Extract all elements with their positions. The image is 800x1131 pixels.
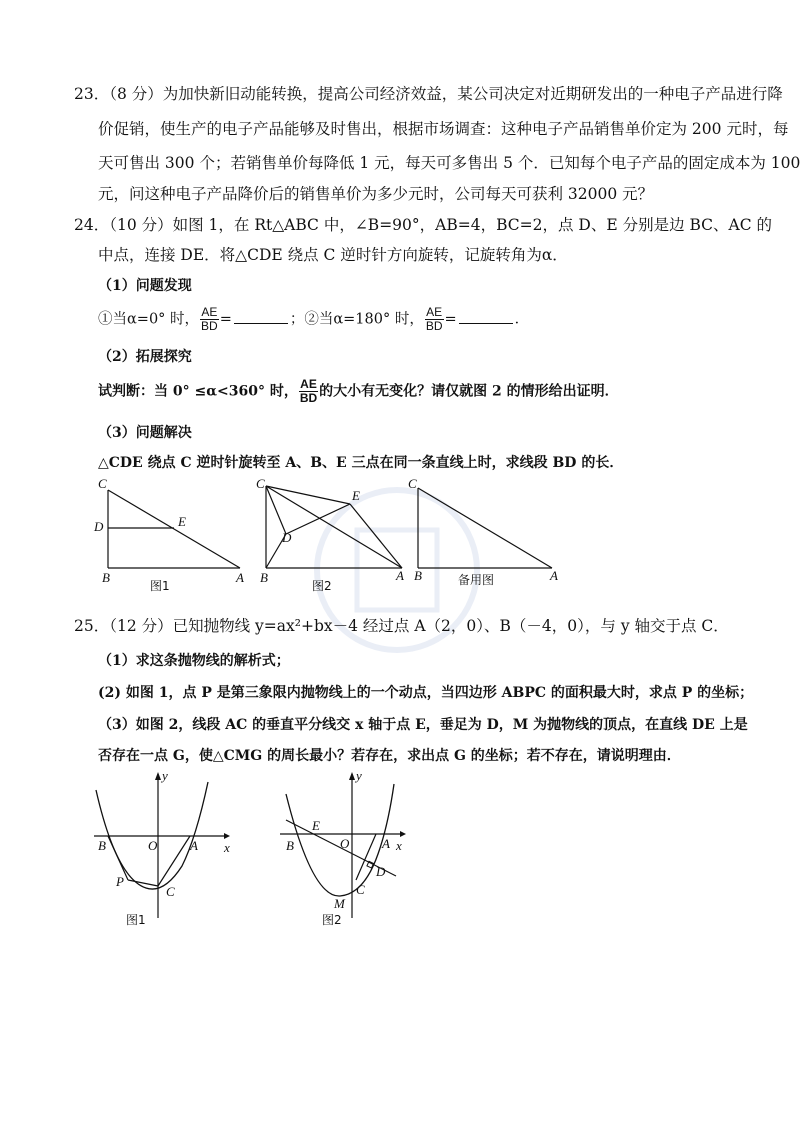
q25-part3-line-1: （3）如图 2，线段 AC 的垂直平分线交 x 轴于点 E，垂足为 D，M 为抛物线的顶点，在直线 DE 上是 [98, 717, 748, 733]
q24-part2-title: （2）拓展探究 [98, 349, 192, 365]
figure-1-caption-q25: 图1 [126, 913, 146, 927]
q24-part3-text: △CDE 绕点 C 逆时针旋转至 A、B、E 三点在同一条直线上时，求线段 BD 的长． [98, 455, 624, 471]
q24-figure-spare [404, 476, 564, 592]
label-d: D [376, 864, 386, 879]
q23-line-1: 23．（8 分）为加快新旧动能转换，提高公司经济效益，某公司决定对近期研发出的一种电子产品进行降 [74, 85, 783, 103]
q24-figure-1 [90, 476, 250, 592]
q25-line-1: 25．（12 分）已知抛物线 y=ax²+bx－4 经过点 A（2，0）、B（－4，0），与 y 轴交于点 C． [74, 617, 729, 635]
q25-figure-1 [86, 768, 236, 930]
label-m: M [334, 896, 345, 911]
fraction-ae-bd: $\frac{AE}{BD}$ [299, 377, 318, 405]
label-c: C [98, 476, 107, 491]
label-c: C [256, 476, 265, 491]
label-o: O [340, 836, 350, 851]
label-b: B [98, 838, 106, 853]
q25-part1: （1）求这条抛物线的解析式； [98, 653, 290, 669]
q24-part1-text-b: ；②当α=180° 时， [289, 311, 424, 328]
label-p: P [116, 874, 124, 889]
label-x: x [224, 840, 230, 855]
label-e: E [178, 514, 186, 529]
q24-part1-text-a: ①当α=0° 时， [98, 311, 200, 328]
q24-part2-text-a: 试判断：当 0° ≤α<360° 时， [98, 383, 298, 400]
label-b: B [286, 838, 294, 853]
label-c: C [166, 884, 175, 899]
answer-blank-2[interactable] [459, 309, 513, 324]
q25-part3-line-2: 否存在一点 G，使△CMG 的周长最小？若存在，求出点 G 的坐标；若不存在，请说明理由． [98, 748, 681, 764]
label-a: A [190, 838, 198, 853]
label-y: y [356, 768, 362, 783]
label-e: E [352, 488, 360, 503]
label-e: E [312, 818, 320, 833]
figure-spare-caption: 备用图 [458, 573, 495, 587]
q24-part3-title: （3）问题解决 [98, 425, 192, 441]
figure-1-caption: 图1 [150, 579, 170, 592]
label-d: D [94, 519, 104, 534]
q24-line-2: 中点，连接 DE．将△CDE 绕点 C 逆时针方向旋转，记旋转角为α． [98, 246, 568, 264]
label-o: O [148, 838, 158, 853]
q24-part2-question [98, 378, 619, 405]
label-a: A [236, 570, 244, 585]
q25-part2: (2) 如图 1，点 P 是第三象限内抛物线上的一个动点，当四边形 ABPC 的面积最大时，求点 P 的坐标； [98, 685, 754, 701]
q23-line-2: 价促销，使生产的电子产品能够及时售出，根据市场调查：这种电子产品销售单价定为 200 元时，每 [98, 120, 789, 138]
q24-part1-question: ①当α=0° 时， $\frac{AE}{BD}$ = ；②当α=180° 时， $\frac{AE}{BD}$ = ． [98, 305, 530, 333]
q23-line-4: 元，问这种电子产品降价后的销售单价为多少元时，公司每天可获利 32000 元？ [98, 185, 654, 203]
figure-2-caption-q25: 图2 [322, 913, 342, 927]
q24-part1-text-c: ． [514, 311, 530, 328]
label-b: B [260, 570, 268, 585]
label-a: A [550, 568, 558, 583]
label-y: y [162, 768, 168, 783]
q23-line-3: 天可售出 300 个；若销售单价每降低 1 元，每天可多售出 5 个．已知每个电子产品的固定成本为 100 [98, 154, 800, 172]
answer-blank-1[interactable] [234, 309, 288, 324]
q24-part2-text-b: 的大小有无变化？请仅就图 2 的情形给出证明． [319, 383, 619, 400]
label-a: A [382, 836, 390, 851]
label-x: x [396, 838, 402, 853]
q25-figure-2 [272, 768, 422, 930]
label-c: C [408, 476, 417, 491]
label-a: A [396, 568, 404, 583]
label-b: B [414, 568, 422, 583]
label-c: C [356, 882, 365, 897]
figure-2-caption: 图2 [312, 579, 332, 592]
q24-figure-2 [252, 476, 412, 592]
label-b: B [102, 570, 110, 585]
q24-line-1: 24．（10 分）如图 1，在 Rt△ABC 中，∠B=90°，AB=4，BC=2，点 D、E 分别是边 BC、AC 的 [74, 216, 773, 234]
q24-part1-title: （1）问题发现 [98, 278, 192, 294]
fraction-ae-bd: $\frac{AE}{BD}$ [201, 305, 218, 333]
label-d: D [282, 530, 292, 545]
fraction-ae-bd: $\frac{AE}{BD}$ [425, 305, 443, 333]
